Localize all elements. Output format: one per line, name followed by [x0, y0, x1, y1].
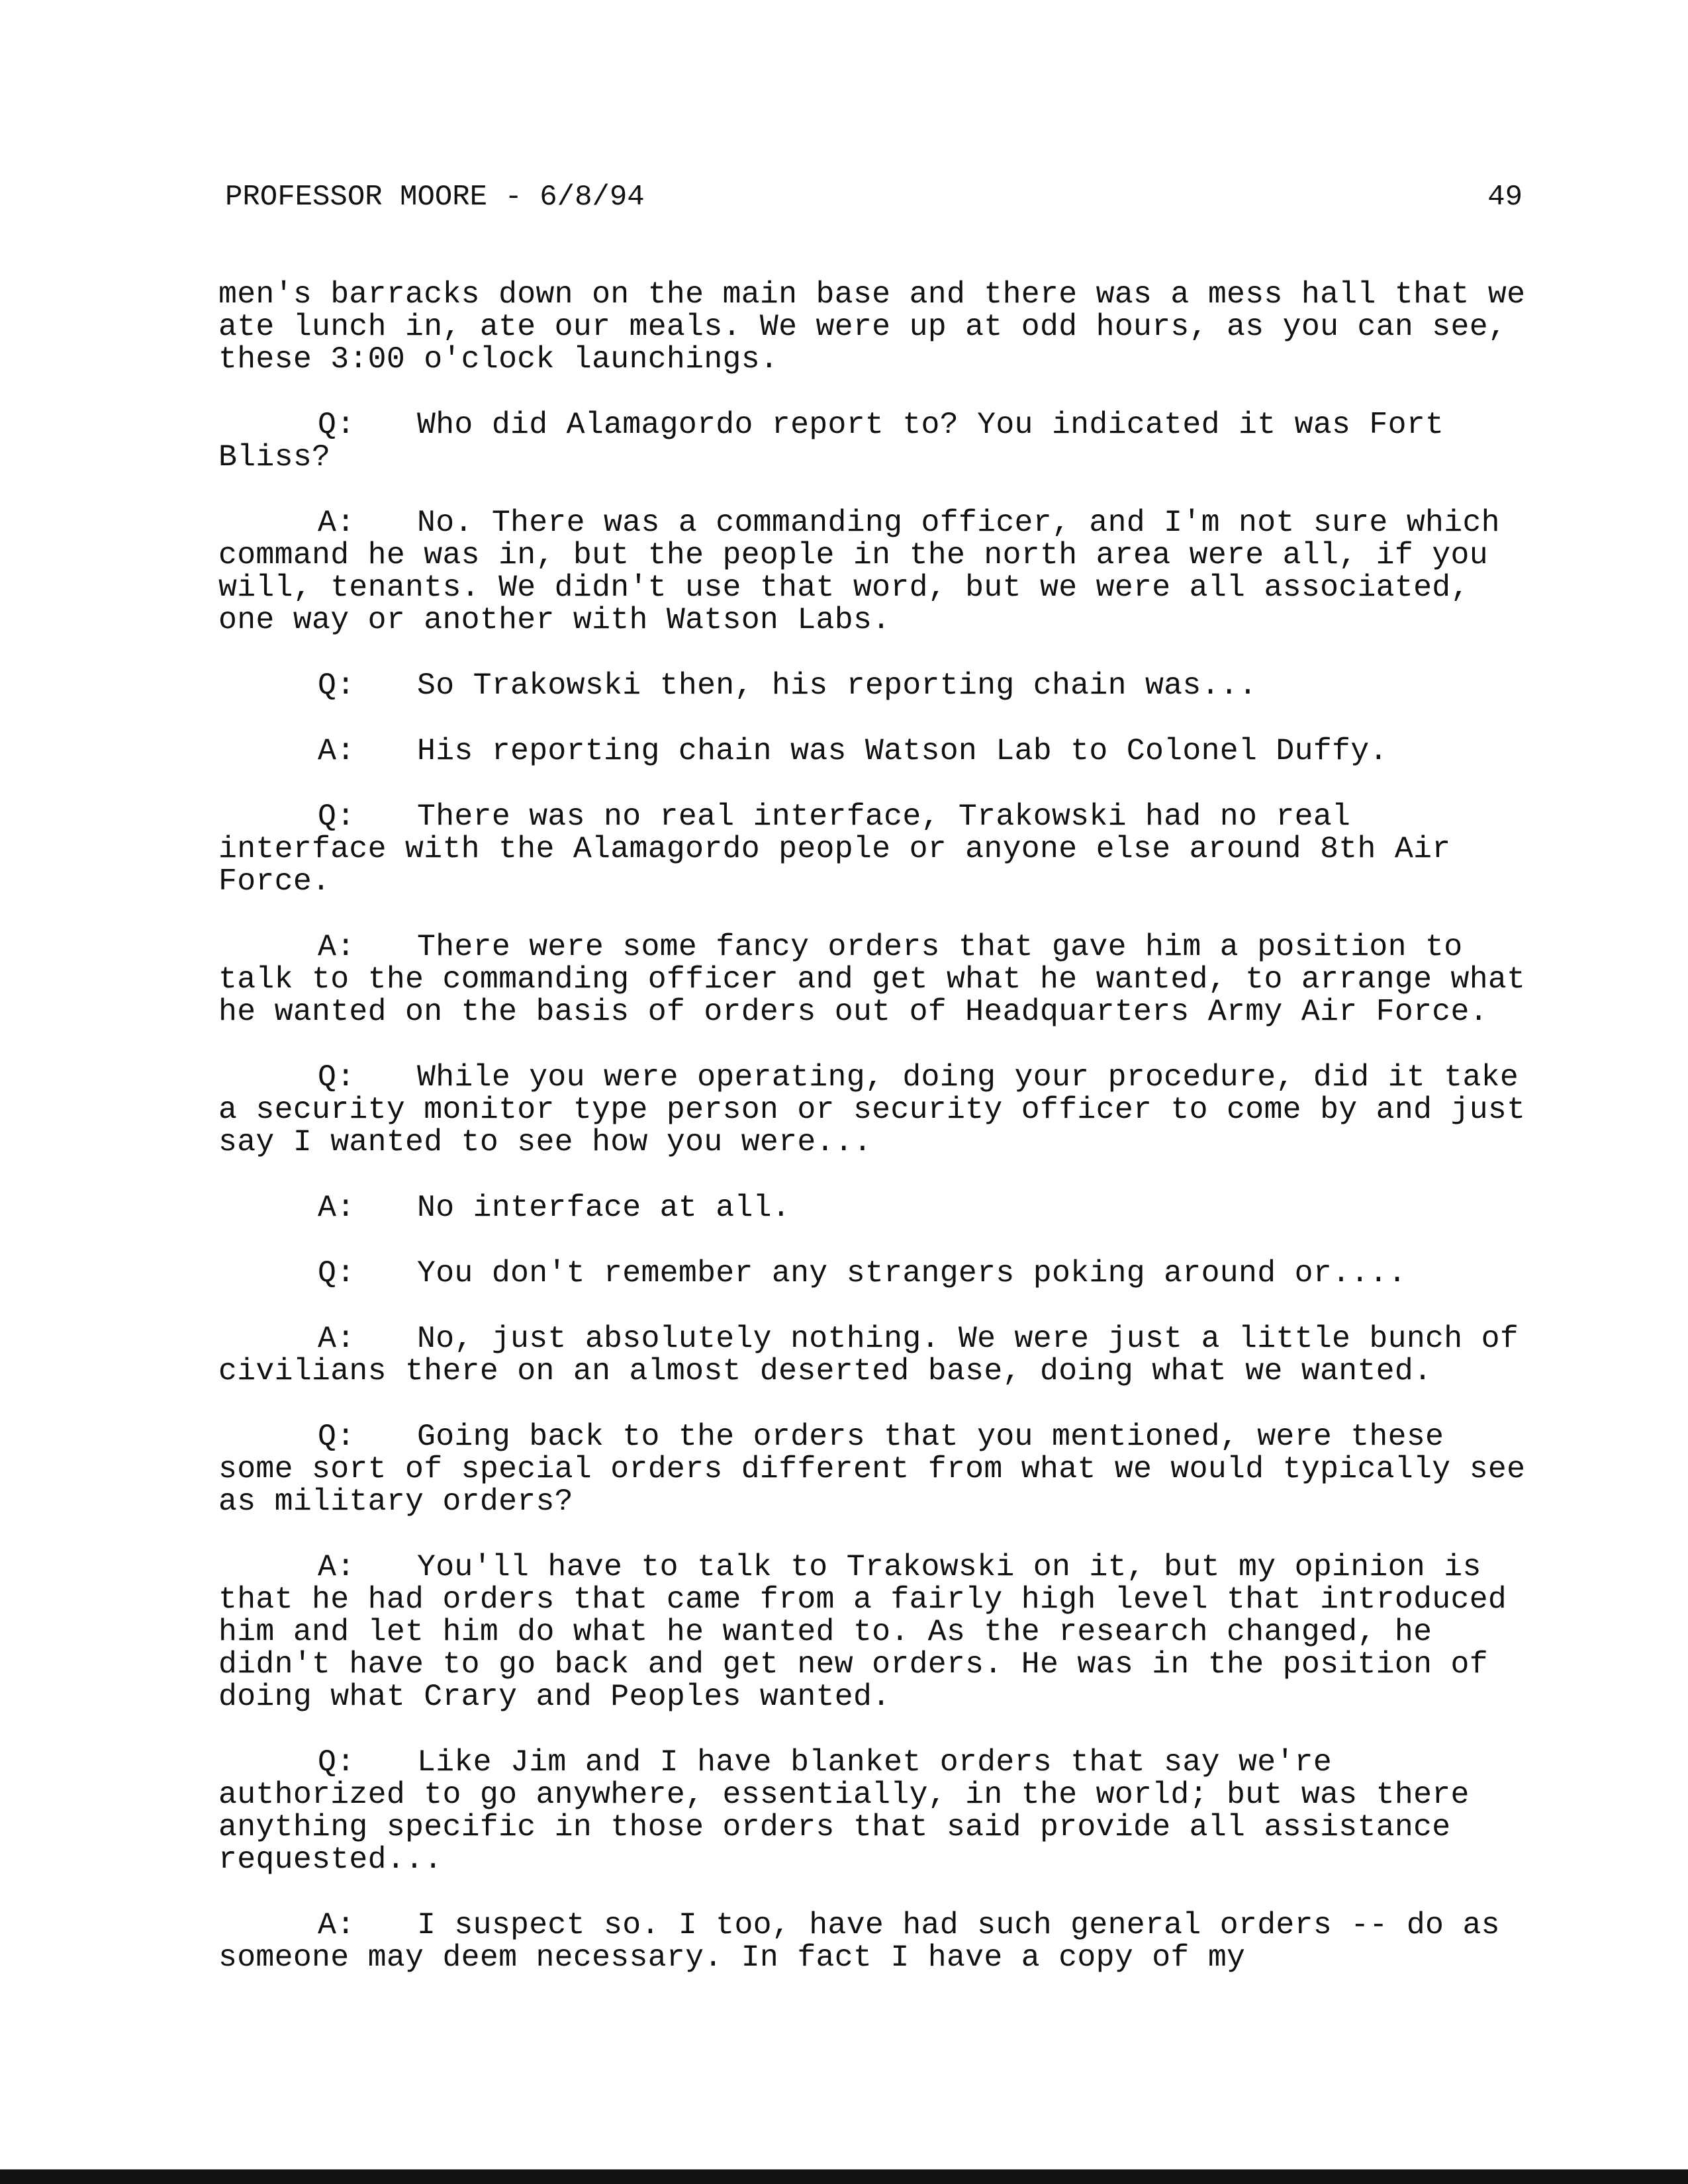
- transcript-paragraph: [218, 1746, 1536, 1876]
- transcript-paragraph: [218, 1322, 1536, 1387]
- paragraph-text: There was no real interface, Trakowski had no real interface with the Alamagordo people or anyone else around 8th Air Force.: [218, 799, 1470, 899]
- paragraph-text: No, just absolutely nothing. We were just a little bunch of civilians there on an almost deserted base, doing what we wanted.: [218, 1321, 1538, 1388]
- transcript-paragraph: [218, 735, 1536, 767]
- paragraph-text: I suspect so. I too, have had such general orders -- do as someone may deem necessary. In fact I have a copy of my: [218, 1907, 1519, 1975]
- speaker-label: Q:: [318, 799, 355, 834]
- paragraph-text: No. There was a commanding officer, and I'm not sure which command he was in, but the people in the north area were all, if you will, tenants. We didn't use that word, but we were all associated, one way or another with Watson Labs.: [218, 505, 1519, 637]
- transcript-paragraph: [218, 1551, 1536, 1713]
- speaker-label: Q:: [318, 1745, 355, 1780]
- paragraph-text: So Trakowski then, his reporting chain was...: [417, 668, 1258, 703]
- transcript-paragraph: [218, 1191, 1536, 1224]
- paragraph-text: You'll have to talk to Trakowski on it, but my opinion is that he had orders that came from a fairly high level that introduced him and let him do what he wanted to. As the research changed, he didn't have to go back and get new orders. He was in the position of doing what Crary and Peoples wanted.: [218, 1549, 1526, 1714]
- speaker-label: A:: [318, 1907, 355, 1942]
- transcript-paragraph: [218, 277, 1544, 377]
- paragraph-text: While you were operating, doing your procedure, did it take a security monitor type person or security officer to come by and just say I wanted to see how you were...: [218, 1060, 1544, 1160]
- scan-bottom-edge: [0, 2169, 1688, 2184]
- speaker-label: A:: [318, 1321, 355, 1356]
- header-title: PROFESSOR MOORE - 6/8/94: [225, 181, 645, 214]
- speaker-label: A:: [318, 1190, 355, 1225]
- speaker-label: A:: [318, 505, 355, 540]
- paragraph-text: No interface at all.: [417, 1190, 791, 1225]
- transcript-paragraph: [218, 1909, 1536, 1974]
- speaker-label: Q:: [318, 668, 355, 703]
- paragraph-text: There were some fancy orders that gave him a position to talk to the commanding officer and get what he wanted, to arrange what he wanted on the basis of orders out of Headquarters Army Air Force.: [218, 929, 1544, 1029]
- paragraph-text: You don't remember any strangers poking around or....: [417, 1255, 1407, 1291]
- transcript-paragraph: [218, 800, 1536, 897]
- transcript-paragraph: [218, 1419, 1544, 1519]
- transcript-paragraph: [218, 1257, 1536, 1289]
- page-number: 49: [1487, 181, 1523, 214]
- paragraph-text: men's barracks down on the main base and there was a mess hall that we ate lunch in, ate our meals. We were up at odd hours, as you can see, these 3:00 o'clock launchings.: [218, 277, 1544, 377]
- transcript-paragraph: [218, 408, 1536, 473]
- speaker-label: A:: [318, 929, 355, 964]
- speaker-label: Q:: [318, 1255, 355, 1291]
- speaker-label: A:: [318, 1549, 355, 1584]
- transcript-paragraph: [218, 1060, 1544, 1160]
- transcript-paragraph: [218, 506, 1536, 636]
- transcript-paragraph: [218, 929, 1544, 1029]
- paragraph-text: Like Jim and I have blanket orders that say we're authorized to go anywhere, essentially, in the world; but was there anything specific in those orders that said provide all assistance requested...: [218, 1745, 1488, 1877]
- transcript-paragraph: [218, 669, 1536, 702]
- speaker-label: A:: [318, 733, 355, 768]
- paragraph-text: Who did Alamagordo report to? You indicated it was Fort Bliss?: [218, 407, 1463, 475]
- speaker-label: Q:: [318, 1419, 355, 1454]
- transcript-body: [218, 277, 1544, 2007]
- paragraph-text: Going back to the orders that you mentioned, were these some sort of special orders different from what we would typically see as military orders?: [218, 1419, 1544, 1519]
- speaker-label: Q:: [318, 407, 355, 442]
- speaker-label: Q:: [318, 1060, 355, 1095]
- page-header: [225, 177, 1523, 217]
- paragraph-text: His reporting chain was Watson Lab to Colonel Duffy.: [417, 733, 1388, 768]
